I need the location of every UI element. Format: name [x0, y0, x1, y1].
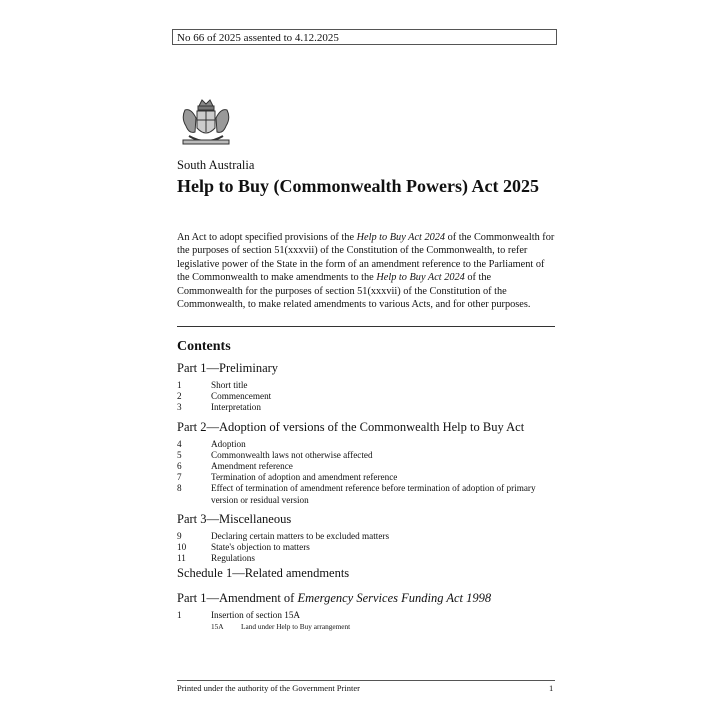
toc-label: Commonwealth laws not otherwise affected: [211, 449, 373, 460]
schedule-1-heading[interactable]: Schedule 1—Related amendments: [177, 566, 350, 581]
toc-label: Declaring certain matters to be excluded matters: [211, 530, 390, 541]
long-title-act-2: Help to Buy Act 2024: [376, 272, 465, 284]
toc-num: 3: [177, 402, 182, 413]
toc-num: 1: [177, 380, 182, 390]
long-title: [177, 231, 557, 311]
toc-label: Short title: [211, 380, 248, 390]
footer-divider: [177, 680, 555, 681]
toc-item[interactable]: [177, 472, 557, 483]
toc-num: 11: [177, 553, 186, 564]
toc-num: 4: [177, 438, 182, 449]
part-2-heading[interactable]: Part 2—Adoption of versions of the Commonwealth Help to Buy Act: [177, 419, 525, 434]
schedule-part-1-act: Emergency Services Funding Act 1998: [297, 591, 492, 606]
toc-sub-item[interactable]: [177, 622, 557, 632]
toc-item[interactable]: [177, 439, 557, 450]
part-1-heading[interactable]: Part 1—Preliminary: [177, 361, 279, 375]
toc-item[interactable]: [177, 483, 557, 505]
schedule-part-1-heading[interactable]: [177, 591, 557, 606]
coat-of-arms-icon: [177, 96, 235, 150]
toc-num: 6: [177, 461, 182, 472]
act-title: Help to Buy (Commonwealth Powers) Act 2025: [177, 176, 539, 196]
toc-num: 2: [177, 391, 182, 402]
long-title-text-2: of the Commonwealth for the purposes of section 51(xxxvii) of the Constitution of the Commonwealth, to refer legislative power of the State in the form of an amendment reference to the Parliament of the Commonwealth to make amendments to the: [177, 232, 555, 284]
schedule-part-1-prefix: Part 1—Amendment of: [177, 591, 298, 606]
divider: [177, 326, 555, 327]
toc-label: Effect of termination of amendment reference before termination of adoption of primary version or residual version: [211, 483, 536, 505]
toc-item[interactable]: [177, 391, 557, 402]
toc-item[interactable]: [177, 542, 557, 553]
toc-num: 1: [177, 610, 182, 621]
toc-item[interactable]: [177, 402, 557, 413]
toc-item[interactable]: [177, 553, 557, 564]
toc-label: Amendment reference: [211, 461, 293, 472]
toc-label: Regulations: [211, 553, 255, 564]
toc-num: 8: [177, 483, 182, 494]
toc-item[interactable]: [177, 461, 557, 472]
toc-num: 9: [177, 530, 182, 541]
toc-label: Termination of adoption and amendment reference: [211, 472, 398, 483]
state-name: South Australia: [177, 158, 255, 172]
footer-text: Printed under the authority of the Government Printer: [177, 683, 360, 693]
table-of-contents: [177, 358, 557, 632]
long-title-text-3: of the Commonwealth for the purposes of section 51(xxxvii) of the Constitution of the Commonwealth, to make related amendments to various Acts, and for other purposes.: [177, 272, 531, 311]
toc-label: State's objection to matters: [211, 542, 310, 553]
toc-label: Commencement: [211, 391, 272, 402]
toc-item[interactable]: [177, 610, 557, 621]
toc-sub-label: Land under Help to Buy arrangement: [241, 621, 351, 631]
toc-item[interactable]: [177, 531, 557, 542]
toc-label: Interpretation: [211, 402, 261, 413]
toc-item[interactable]: [177, 450, 557, 461]
page-number: 1: [549, 683, 554, 693]
long-title-text-1: An Act to adopt specified provisions of the: [177, 232, 357, 243]
toc-item[interactable]: [177, 380, 557, 391]
toc-num: 5: [177, 449, 182, 460]
toc-num: 10: [177, 542, 187, 553]
toc-sub-num: 15A: [211, 621, 224, 631]
part-3-heading[interactable]: Part 3—Miscellaneous: [177, 511, 292, 526]
assent-text: No 66 of 2025 assented to 4.12.2025: [177, 32, 339, 44]
toc-label: Adoption: [211, 438, 246, 449]
contents-heading: Contents: [177, 339, 231, 354]
toc-label: Insertion of section 15A: [211, 610, 301, 621]
assent-box: [172, 29, 557, 45]
long-title-act-1: Help to Buy Act 2024: [356, 232, 446, 243]
toc-num: 7: [177, 472, 182, 483]
